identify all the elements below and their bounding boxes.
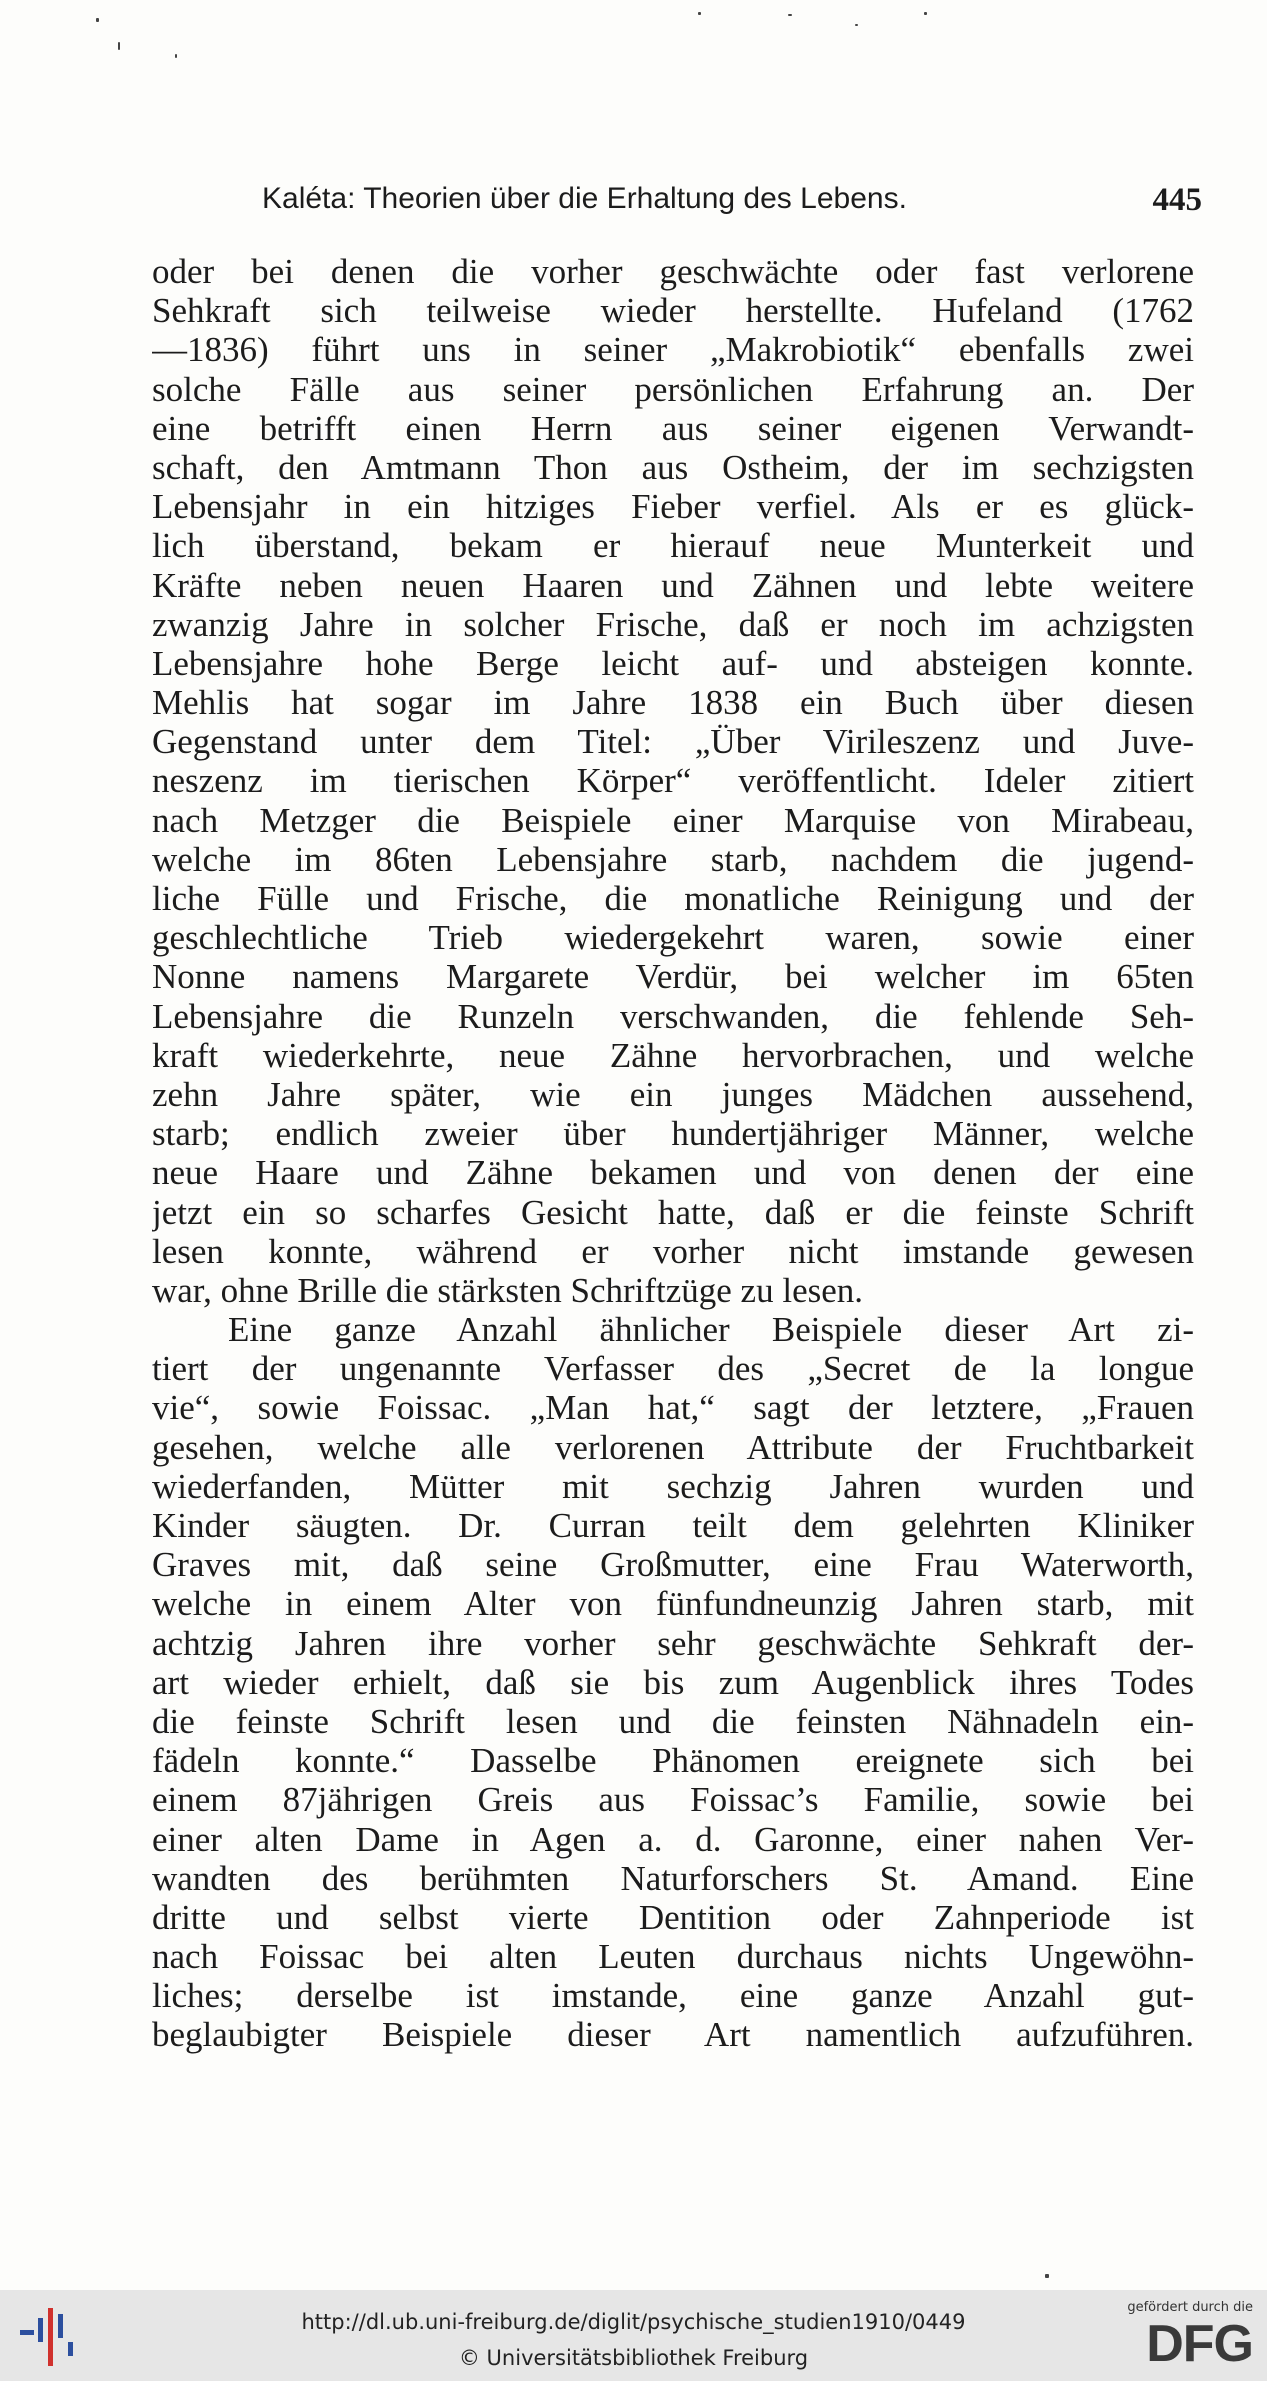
text-line: zehn Jahre später, wie ein junges Mädchen aussehend, (152, 1074, 1194, 1114)
text-line: schaft, den Amtmann Thon aus Ostheim, der im sechzigsten (152, 447, 1194, 487)
text-line: beglaubigter Beispiele dieser Art namentlich aufzuführen. (152, 2015, 1194, 2055)
page-number: 445 (1152, 182, 1202, 218)
text-line: welche in einem Alter von fünfundneunzig Jahren starb, mit (152, 1584, 1194, 1624)
text-line: Lebensjahre die Runzeln verschwanden, die fehlende Seh- (152, 996, 1194, 1036)
text-line: oder bei denen die vorher geschwächte oder fast verlorene (152, 252, 1194, 291)
copyright-notice: © Universitätsbibliothek Freiburg (458, 2346, 809, 2370)
text-line: gesehen, welche alle verlorenen Attribute der Fruchtbarkeit (152, 1427, 1194, 1467)
text-line: geschlechtliche Trieb wiedergekehrt waren, sowie einer (152, 918, 1194, 958)
text-line: neue Haare und Zähne bekamen und von denen der eine (152, 1153, 1194, 1193)
paragraph-start-line: Eine ganze Anzahl ähnlicher Beispiele dieser Art zi- (228, 1310, 1194, 1350)
text-line: art wieder erhielt, daß sie bis zum Augenblick ihres Todes (152, 1662, 1194, 1702)
text-line: wiederfanden, Mütter mit sechzig Jahren wurden und (152, 1466, 1194, 1506)
text-line: liche Fülle und Frische, die monatliche Reinigung und der (152, 879, 1194, 918)
text-line: kraft wiederkehrte, neue Zähne hervorbrachen, und welche (152, 1035, 1194, 1075)
text-line: Nonne namens Margarete Verdür, bei welcher im 65ten (152, 957, 1194, 997)
dfg-logo-text: DFG (1146, 2315, 1253, 2373)
text-line: Mehlis hat sogar im Jahre 1838 ein Buch über diesen (152, 683, 1194, 723)
text-line: einem 87jährigen Greis aus Foissac’s Familie, sowie bei (152, 1780, 1194, 1820)
viewer-footer (0, 2290, 1267, 2381)
text-line: dritte und selbst vierte Dentition oder Zahnperiode ist (152, 1897, 1194, 1937)
text-line: nach Foissac bei alten Leuten durchaus nichts Ungewöhn- (152, 1937, 1194, 1977)
text-line: Lebensjahre hohe Berge leicht auf- und absteigen konnte. (152, 643, 1194, 683)
text-line: jetzt ein so scharfes Gesicht hatte, daß er die feinste Schrift (152, 1192, 1194, 1232)
document-url-link[interactable]: http://dl.ub.uni-freiburg.de/diglit/psychische_studien1910/0449 (301, 2310, 966, 2334)
text-line: nach Metzger die Beispiele einer Marquise von Mirabeau, (152, 800, 1194, 840)
text-line: —1836) führt uns in seiner „Makrobiotik“ ebenfalls zwei (152, 330, 1194, 370)
text-line: starb; endlich zweier über hundertjähriger Männer, welche (152, 1114, 1194, 1154)
text-line: fädeln konnte.“ Dasselbe Phänomen ereignete sich bei (152, 1741, 1194, 1781)
text-line: achtzig Jahren ihre vorher sehr geschwächte Sehkraft der- (152, 1623, 1194, 1663)
text-line: Kräfte neben neuen Haaren und Zähnen und lebte weitere (152, 565, 1194, 605)
text-line: Gegenstand unter dem Titel: „Über Virileszenz und Juve- (152, 722, 1194, 762)
paragraph-end-line: war, ohne Brille die stärksten Schriftzüge zu lesen. (152, 1270, 864, 1310)
text-line: wandten des berühmten Naturforschers St. Amand. Eine (152, 1858, 1194, 1898)
text-line: lesen konnte, während er vorher nicht imstande gewesen (152, 1231, 1194, 1271)
text-line: Kinder säugten. Dr. Curran teilt dem gelehrten Kliniker (152, 1506, 1194, 1545)
text-line: Graves mit, daß seine Großmutter, eine Frau Waterworth, (152, 1545, 1194, 1585)
dfg-logo (1119, 2300, 1253, 2372)
text-line: tiert der ungenannte Verfasser des „Secret de la longue (152, 1349, 1194, 1389)
text-line: lich überstand, bekam er hierauf neue Munterkeit und (152, 526, 1194, 566)
text-line: einer alten Dame in Agen a. d. Garonne, einer nahen Ver- (152, 1819, 1194, 1859)
text-line: Sehkraft sich teilweise wieder herstellte. Hufeland (1762 (152, 291, 1194, 331)
text-line: eine betrifft einen Herrn aus seiner eigenen Verwandt- (152, 408, 1194, 448)
text-line: zwanzig Jahre in solcher Frische, daß er noch im achzigsten (152, 604, 1194, 644)
text-line: welche im 86ten Lebensjahre starb, nachdem die jugend- (152, 839, 1194, 879)
text-line: die feinste Schrift lesen und die feinsten Nähnadeln ein- (152, 1701, 1194, 1741)
text-line: Lebensjahr in ein hitziges Fieber verfiel. Als er es glück- (152, 487, 1194, 527)
text-line: vie“, sowie Foissac. „Man hat,“ sagt der letztere, „Frauen (152, 1388, 1194, 1428)
running-header (262, 178, 1202, 224)
dfg-caption: gefördert durch die (1127, 2300, 1253, 2315)
text-line: liches; derselbe ist imstande, eine ganze Anzahl gut- (152, 1976, 1194, 2016)
text-line: solche Fälle aus seiner persönlichen Erfahrung an. Der (152, 369, 1194, 409)
text-line: neszenz im tierischen Körper“ veröffentlicht. Ideler zitiert (152, 761, 1194, 801)
body-text (152, 252, 1194, 2055)
running-title: Kaléta: Theorien über die Erhaltung des Lebens. (262, 182, 907, 215)
